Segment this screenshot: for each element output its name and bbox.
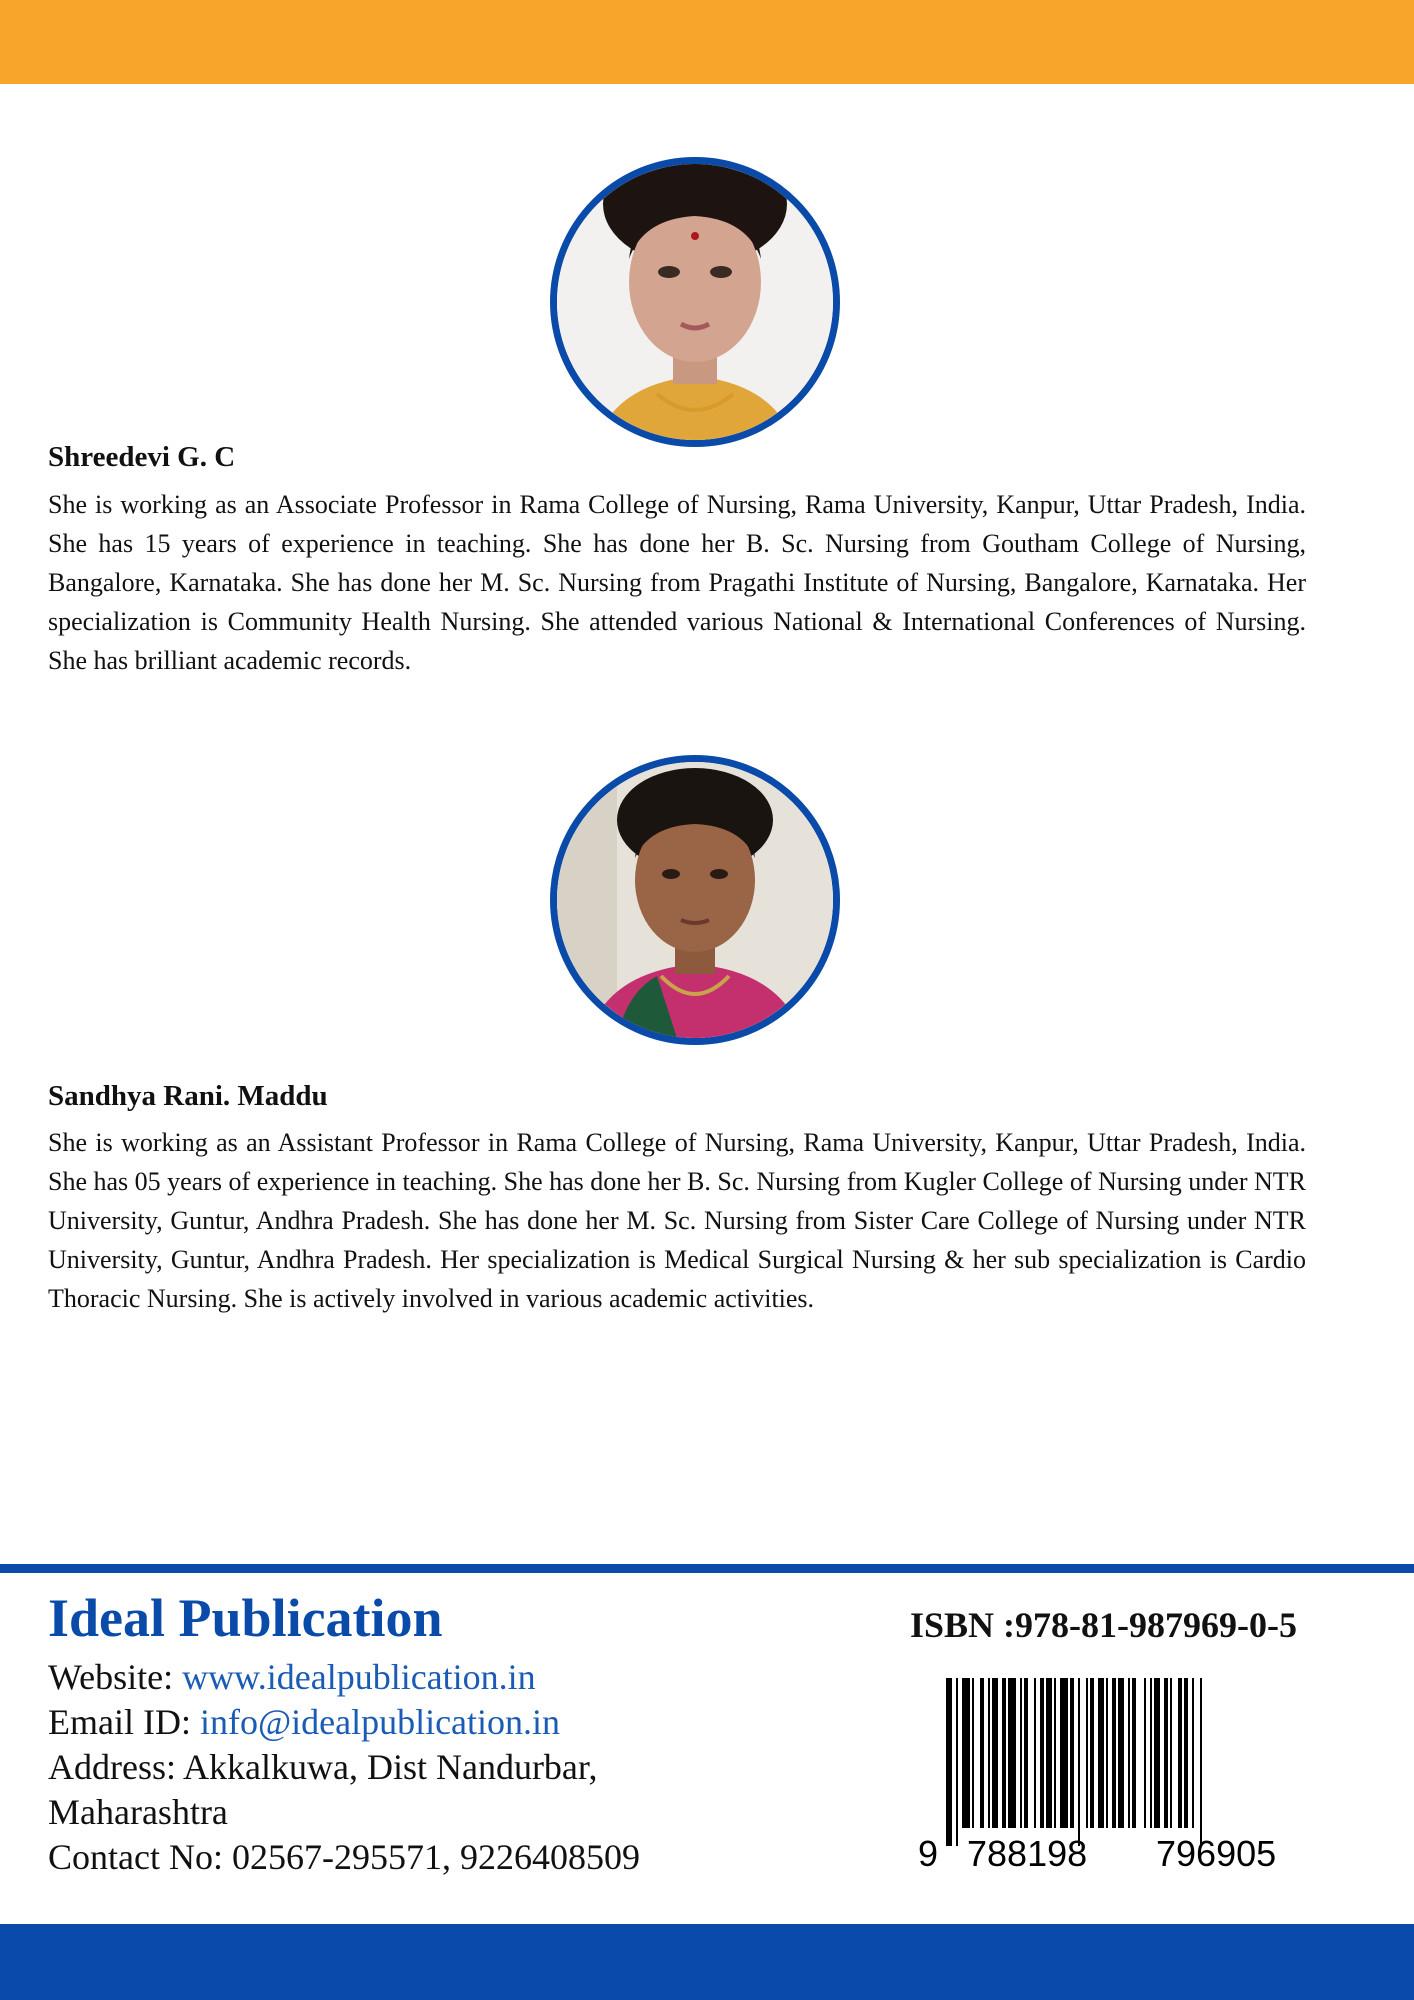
barcode-bar [1034,1678,1036,1828]
barcode-bar [1184,1678,1188,1828]
barcode-bar [1132,1678,1136,1828]
isbn-label: ISBN :978-81-987969-0-5 [910,1605,1297,1645]
barcode-bar [956,1678,958,1846]
barcode-digit-lead: 9 [918,1833,939,1873]
barcode-bar [1170,1678,1172,1828]
author-name: Shreedevi G. C [48,441,236,473]
barcode-bar [1054,1678,1056,1828]
contact-numbers: Contact No: 02567-295571, 9226408509 [48,1837,640,1877]
barcode-bar [1150,1678,1152,1828]
author-bio: She is working as an Associate Professor in Rama College of Nursing, Rama University, Kanpur, Uttar Pradesh, India. She has 15 years of experience in teaching. She has done her B. Sc. Nursing from Goutham College of Nursing, Bangalore, Karnataka. She has done her M. Sc. Nursing from Pragathi Institute of Nursing, Bangalore, Karnataka. Her specialization is Community Health Nursing. She attended various National & International Conferences of Nursing. She has brilliant academic records. [48,490,1306,675]
author-name: Sandhya Rani. Maddu [48,1080,328,1112]
author-photo-sandhya [550,755,840,1045]
barcode-bar [1128,1678,1130,1828]
barcode-bar [946,1678,952,1846]
top-orange-band [0,0,1414,84]
address-line: Maharashtra [48,1792,228,1832]
barcode-bar [1154,1678,1160,1828]
footer-divider [0,1564,1414,1573]
barcode-bar [1118,1678,1124,1828]
barcode-bar [1008,1678,1016,1828]
barcode-bar [1144,1678,1146,1828]
author-bio: She is working as an Assistant Professor in Rama College of Nursing, Rama University, Kanpur, Uttar Pradesh, India. She has 05 years of experience in teaching. She has done her B. Sc. Nursing from Kugler College of Nursing under NTR University, Guntur, Andhra Pradesh. She has done her M. Sc. Nursing from Sister Care College of Nursing under NTR University, Guntur, Andhra Pradesh. Her specialization is Medical Surgical Nursing & her sub specialization is Cardio Thoracic Nursing. She is actively involved in various academic activities. [48,1128,1306,1313]
barcode-bar [1090,1678,1094,1828]
barcode-digits-left: 788198 [967,1833,1088,1873]
barcode-bar [1164,1678,1168,1828]
barcode-bar [988,1678,990,1828]
barcode-bar [1112,1678,1116,1828]
website-label: Website: [48,1657,183,1697]
email-link[interactable]: info@idealpublication.in [199,1702,561,1742]
barcode-bar [1002,1678,1006,1828]
bottom-blue-band [0,1924,1414,2000]
barcode-bar [1086,1678,1088,1828]
barcode-bar [1020,1678,1022,1828]
barcode-bar [1024,1678,1028,1828]
barcode-digits-right: 796905 [1156,1833,1277,1873]
isbn-barcode [912,1678,1322,1873]
website-row [48,1655,728,1700]
barcode-bar [1178,1678,1182,1828]
publisher-contact [48,1655,728,1880]
author-photo-shreedevi [550,157,840,447]
barcode-bar [980,1678,984,1828]
barcode-bar [1046,1678,1052,1828]
barcode-bar [1200,1678,1202,1846]
barcode-bar [1098,1678,1104,1828]
address-line: Address: Akkalkuwa, Dist Nandurbar, [48,1747,598,1787]
email-label: Email ID: [48,1702,200,1742]
email-row [48,1700,728,1745]
barcode-bar [1060,1678,1068,1828]
barcode-bar [1070,1678,1074,1828]
barcode-bar [992,1678,998,1828]
barcode-bar [1106,1678,1108,1828]
barcode-bar [962,1678,970,1828]
barcode-bar [1192,1678,1194,1828]
website-link[interactable]: www.idealpublication.in [182,1657,536,1697]
publisher-name: Ideal Publication [48,1588,443,1648]
barcode-bar [972,1678,974,1828]
barcode-bar [1040,1678,1044,1828]
barcode-bar [1078,1678,1080,1846]
